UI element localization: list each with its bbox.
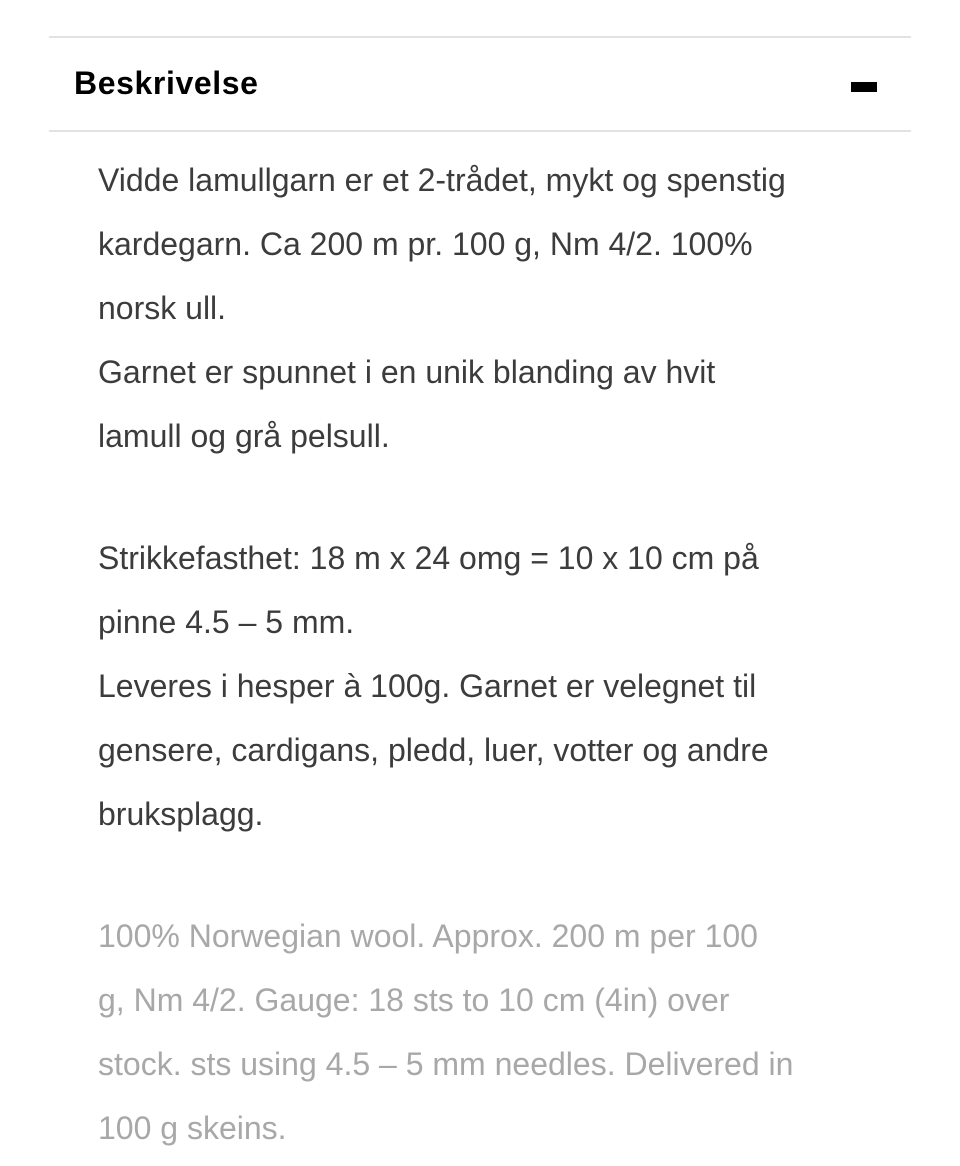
minus-icon[interactable] — [851, 82, 877, 92]
description-paragraph-en: 100% Norwegian wool. Approx. 200 m per 100 g, Nm 4/2. Gauge: 18 sts to 10 cm (4in) over stock. sts using 4.5 – 5 mm needles. Delivered in 100 g skeins. — [98, 918, 794, 1146]
description-paragraph-no-2: Strikkefasthet: 18 m x 24 omg = 10 x 10 cm på pinne 4.5 – 5 mm. Leveres i hesper à 100g. Garnet er velegnet til gensere, cardigans, pledd, luer, votter og andre bruksplagg. — [98, 540, 769, 832]
header-divider — [49, 130, 911, 132]
accordion-header-beskrivelse[interactable] — [49, 38, 911, 130]
accordion-title: Beskrivelse — [74, 65, 259, 101]
accordion-content — [98, 148, 888, 1160]
description-paragraph-no-1: Vidde lamullgarn er et 2-trådet, mykt og spenstig kardegarn. Ca 200 m pr. 100 g, Nm 4/2. 100% norsk ull. Garnet er spunnet i en unik blanding av hvit lamull og grå pelsull. — [98, 162, 786, 454]
